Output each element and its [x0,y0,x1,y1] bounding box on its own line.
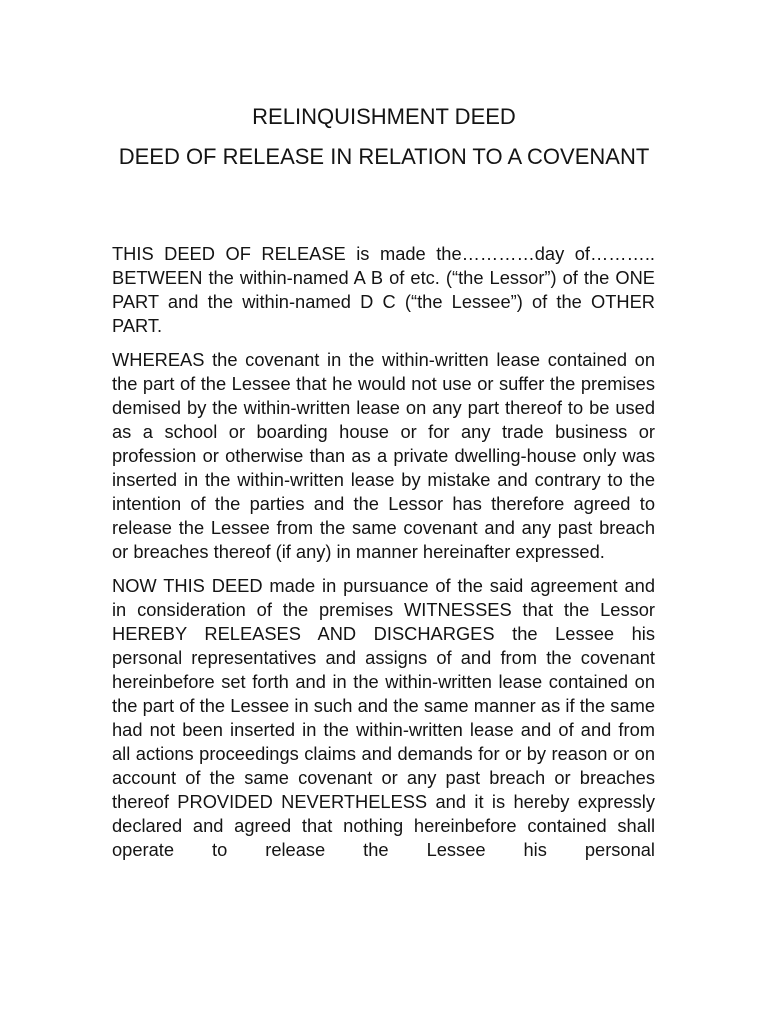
document-subtitle: DEED OF RELEASE IN RELATION TO A COVENANT [118,144,650,169]
paragraph-parties: THIS DEED OF RELEASE is made the…………day of……….. BETWEEN the within-named A B of etc. (“the Lessor”) of the ONE PART and the within-named D C (“the Lessee”) of the OTHER PART. [112,243,655,336]
document-title: RELINQUISHMENT DEED [252,104,516,129]
paragraph-witnesses: NOW THIS DEED made in pursuance of the said agreement and in consideration of the premises WITNESSES that the Lessor HEREBY RELEASES AND DISCHARGES the Lessee his personal representatives and assigns of and from the covenant hereinbefore set forth and in the within-written lease contained on the part of the Lessee in such and the same manner as if the same had not been inserted in the within-written lease and of and from all actions proceedings claims and demands for or by reason or on account of the same covenant or any past breach or breaches thereof PROVIDED NEVERTHELESS and it is hereby expressly declared and agreed that nothing hereinbefore contained shall operate to release the Lessee his personal [112,575,655,860]
paragraph-whereas: WHEREAS the covenant in the within-written lease contained on the part of the Lessee that he would not use or suffer the premises demised by the within-written lease on any part thereof to be used as a school or boarding house or for any trade business or profession or otherwise than as a private dwelling-house only was inserted in the within-written lease by mistake and contrary to the intention of the parties and the Lessor has therefore agreed to release the Lessee from the same covenant and any past breach or breaches thereof (if any) in manner hereinafter expressed. [112,349,655,562]
document-body [112,242,655,872]
